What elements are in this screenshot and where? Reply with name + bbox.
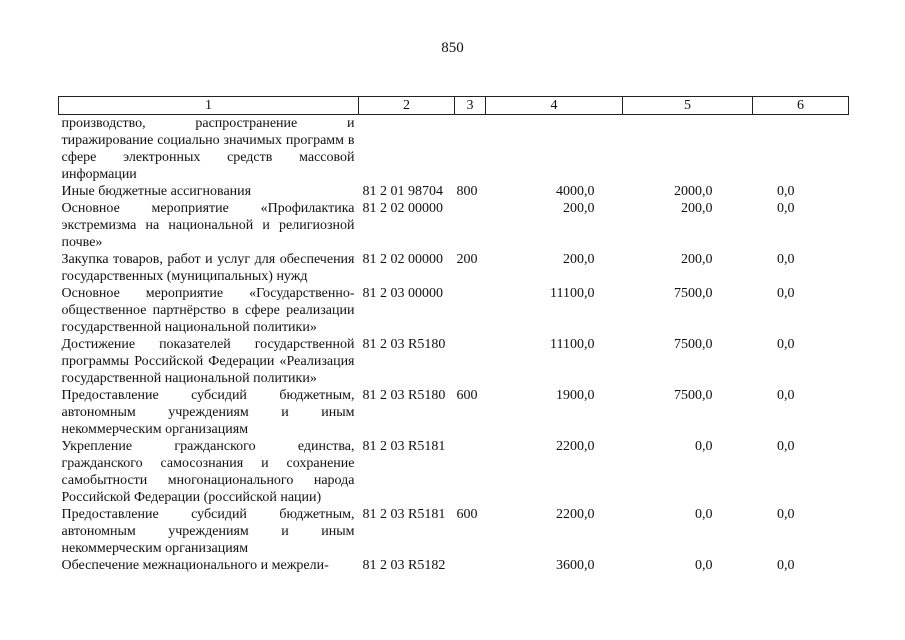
- row-name: Основное мероприятие «Профилактика экстремизма на национальной и религиозной почве»: [61, 201, 355, 250]
- row-amount-col4: 11100,0: [550, 286, 595, 301]
- row-expense-type: 600: [456, 507, 478, 522]
- row-amount-col5: [623, 115, 753, 184]
- row-name: производство, распространение и тиражирование социально значимых программ в сфере электронных средств массовой информации: [61, 116, 355, 182]
- table-row: [59, 438, 849, 506]
- row-name: Предоставление субсидий бюджетным, автономным учреждениям и иным некоммерческим организациям: [61, 388, 355, 437]
- row-amount-col4: 200,0: [563, 252, 595, 267]
- header-col-5: 5: [623, 97, 753, 115]
- row-amount-col4: 3600,0: [556, 558, 595, 573]
- row-amount-col4: [486, 115, 623, 184]
- row-amount-col6: 0,0: [777, 184, 795, 199]
- row-amount-col5: 0,0: [695, 439, 713, 454]
- row-expense-type: [455, 557, 486, 574]
- header-col-2: 2: [359, 97, 455, 115]
- row-amount-col5: 7500,0: [674, 337, 713, 352]
- row-target-code: [359, 115, 455, 184]
- row-target-code: 81 2 03 R5180: [362, 337, 446, 352]
- table-row: [59, 251, 849, 285]
- row-expense-type: [455, 438, 486, 506]
- row-expense-type: 600: [456, 388, 478, 403]
- table-row: [59, 183, 849, 200]
- row-amount-col6: 0,0: [777, 439, 795, 454]
- header-row: [59, 97, 849, 115]
- row-amount-col6: 0,0: [777, 558, 795, 573]
- row-expense-type: [455, 336, 486, 387]
- row-amount-col5: 7500,0: [674, 388, 713, 403]
- header-col-4: 4: [486, 97, 623, 115]
- table-row: [59, 506, 849, 557]
- row-name: Основное мероприятие «Государственно-общественное партнёрство в сфере реализации государственной национальной политики»: [61, 286, 355, 335]
- header-col-3: 3: [455, 97, 486, 115]
- row-name: Достижение показателей государственной программы Российской Федерации «Реализация государственной национальной политики»: [61, 337, 355, 386]
- row-amount-col4: 200,0: [563, 201, 595, 216]
- page-number: 850: [441, 40, 464, 56]
- row-amount-col4: 4000,0: [556, 184, 595, 199]
- row-amount-col5: 0,0: [695, 558, 713, 573]
- row-target-code: 81 2 02 00000: [362, 252, 443, 267]
- row-amount-col5: 0,0: [695, 507, 713, 522]
- row-expense-type: 800: [456, 184, 478, 199]
- row-amount-col4: 2200,0: [556, 507, 595, 522]
- row-amount-col5: 200,0: [681, 201, 713, 216]
- header-col-1: 1: [59, 97, 359, 115]
- row-name: Обеспечение межнационального и межрели-: [61, 558, 329, 573]
- table-row: [59, 200, 849, 251]
- row-amount-col5: 200,0: [681, 252, 713, 267]
- row-expense-type: [455, 115, 486, 184]
- row-expense-type: [455, 285, 486, 336]
- row-amount-col5: 2000,0: [674, 184, 713, 199]
- row-amount-col6: 0,0: [777, 252, 795, 267]
- budget-table: [58, 96, 849, 574]
- row-target-code: 81 2 03 R5181: [362, 507, 446, 522]
- row-name: Иные бюджетные ассигнования: [61, 184, 252, 199]
- row-target-code: 81 2 02 00000: [362, 201, 443, 216]
- row-amount-col5: 7500,0: [674, 286, 713, 301]
- table-row: [59, 557, 849, 574]
- row-amount-col6: 0,0: [777, 286, 795, 301]
- row-amount-col4: 1900,0: [556, 388, 595, 403]
- row-name: Закупка товаров, работ и услуг для обеспечения государственных (муниципальных) нужд: [61, 252, 355, 284]
- table-row: [59, 387, 849, 438]
- row-amount-col6: 0,0: [777, 337, 795, 352]
- row-amount-col6: 0,0: [777, 507, 795, 522]
- table-row: [59, 336, 849, 387]
- row-target-code: 81 2 03 00000: [362, 286, 443, 301]
- row-amount-col4: 11100,0: [550, 337, 595, 352]
- row-expense-type: 200: [456, 252, 478, 267]
- row-name: Предоставление субсидий бюджетным, автономным учреждениям и иным некоммерческим организациям: [61, 507, 355, 556]
- row-amount-col4: 2200,0: [556, 439, 595, 454]
- row-amount-col6: 0,0: [777, 388, 795, 403]
- table-body: [59, 115, 849, 575]
- row-target-code: 81 2 03 R5182: [362, 558, 446, 573]
- table-header: [59, 97, 849, 115]
- table-row: [59, 285, 849, 336]
- row-expense-type: [455, 200, 486, 251]
- row-amount-col6: [753, 115, 849, 184]
- row-name: Укрепление гражданского единства, гражданского самосознания и сохранение самобытности многонационального народа Российской Федерации (российской нации): [61, 439, 355, 505]
- header-col-6: 6: [753, 97, 849, 115]
- row-target-code: 81 2 01 98704: [362, 184, 443, 199]
- row-target-code: 81 2 03 R5181: [362, 439, 446, 454]
- row-target-code: 81 2 03 R5180: [362, 388, 446, 403]
- table-row: [59, 115, 849, 184]
- row-amount-col6: 0,0: [777, 201, 795, 216]
